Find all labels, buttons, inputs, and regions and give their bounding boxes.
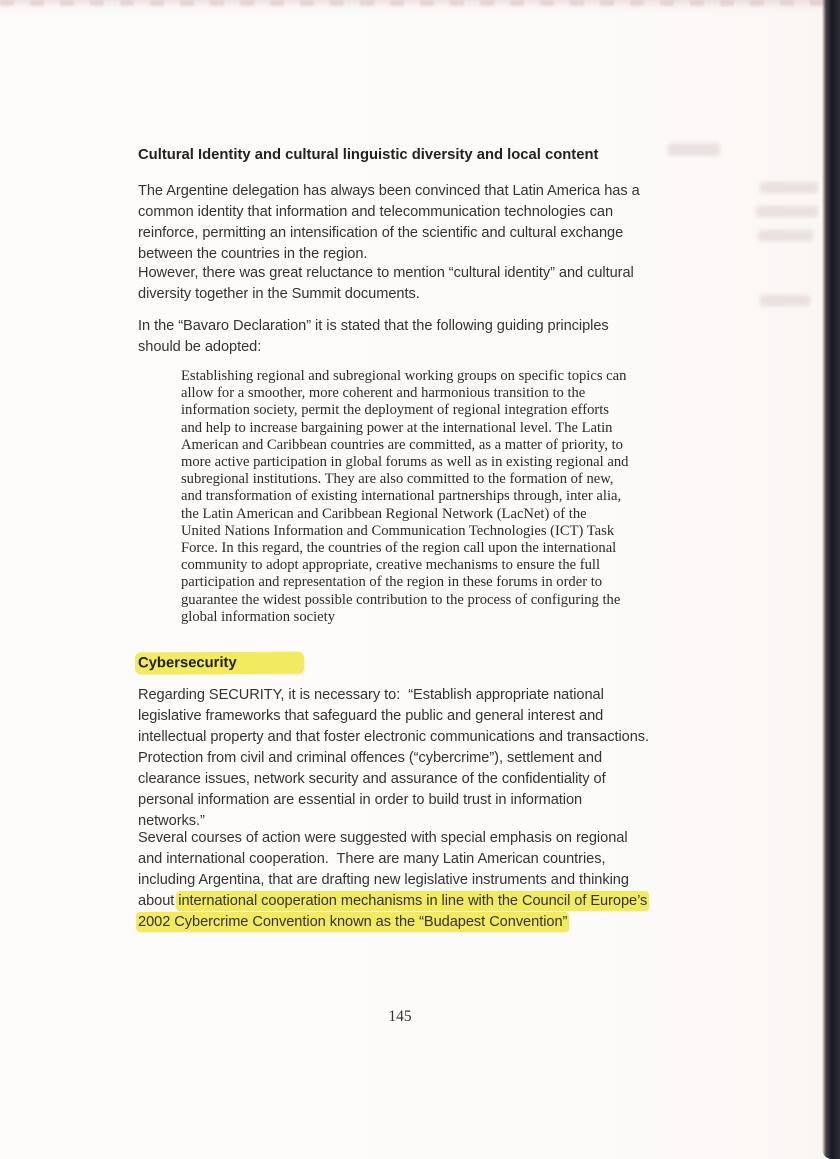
section-heading-cybersecurity	[138, 655, 301, 671]
text-line: American and Caribbean countries are committed, as a matter of priority, to	[181, 436, 623, 453]
page-number: 145	[388, 1008, 412, 1025]
text-line	[138, 891, 647, 912]
highlighted-text: 2002 Cybercrime Convention known as the “Budapest Convention”	[138, 914, 568, 930]
text-line: clearance issues, network security and assurance of the confidentiality of	[138, 771, 606, 787]
text-line: personal information are essential in order to build trust in information	[138, 792, 583, 808]
text-line: between the countries in the region.	[138, 246, 368, 262]
text-line: The Argentine delegation has always been convinced that Latin America has a	[138, 183, 640, 199]
bleedthrough-artifact	[668, 143, 720, 156]
highlighted-heading-text: Cybersecurity	[138, 655, 301, 672]
text-line: and international cooperation. There are many Latin American countries,	[138, 851, 606, 867]
text-line: information society, permit the deployment of regional integration efforts	[181, 402, 609, 419]
text-line: legislative frameworks that safeguard the public and general interest and	[138, 708, 604, 724]
scan-artifact-top-edge	[0, 0, 840, 6]
bleedthrough-artifact	[760, 182, 818, 193]
text-line: networks.”	[138, 813, 205, 829]
scan-artifact-right-edge	[822, 0, 840, 1159]
text-line: including Argentina, that are drafting new legislative instruments and thinking	[138, 872, 629, 888]
text-line: the Latin American and Caribbean Regional Network (LacNet) of the	[181, 505, 587, 522]
paragraph-bavaro-declaration	[138, 316, 609, 358]
text-line: United Nations Information and Communication Technologies (ICT) Task	[181, 522, 615, 539]
bleedthrough-artifact	[756, 206, 818, 217]
text-line: Protection from civil and criminal offences (“cybercrime”), settlement and	[138, 750, 603, 766]
text-line: allow for a smoother, more coherent and harmonious transition to the	[181, 385, 586, 402]
text-line: participation and representation of the region in these forums in order to	[181, 574, 603, 591]
plain-text: about	[138, 893, 179, 909]
paragraph-regarding-security	[138, 685, 649, 832]
bleedthrough-artifact	[758, 230, 813, 241]
section-heading-cultural-identity: Cultural Identity and cultural linguistic diversity and local content	[138, 147, 599, 163]
text-line: diversity together in the Summit documents.	[138, 286, 420, 302]
bleedthrough-artifact	[760, 295, 810, 306]
blockquote-bavaro-principles	[181, 368, 628, 626]
text-line: common identity that information and telecommunication technologies can	[138, 204, 614, 220]
paragraph-reluctance	[138, 263, 634, 305]
text-line: Force. In this regard, the countries of the region call upon the international	[181, 540, 617, 557]
text-line: more active participation in global forums as well as in existing regional and	[181, 454, 629, 471]
paragraph-courses-of-action	[138, 828, 647, 933]
text-line: global information society	[181, 608, 336, 625]
text-line: and help to increase bargaining power at the international level. The Latin	[181, 419, 613, 436]
text-line: Establishing regional and subregional working groups on specific topics can	[181, 368, 627, 384]
text-line: However, there was great reluctance to mention “cultural identity” and cultural	[138, 265, 634, 281]
text-line: reinforce, permitting an intensification of the scientific and cultural exchange	[138, 225, 624, 241]
text-line: guarantee the widest possible contribution to the process of configuring the	[181, 591, 621, 608]
text-line: community to adopt appropriate, creative mechanisms to ensure the full	[181, 557, 601, 574]
highlighted-text: international cooperation mechanisms in line with the Council of Europe’s	[178, 893, 648, 909]
text-line: intellectual property and that foster electronic communications and transactions.	[138, 729, 650, 745]
text-line: should be adopted:	[138, 339, 262, 355]
text-line: In the “Bavaro Declaration” it is stated that the following guiding principles	[138, 318, 609, 334]
paragraph-argentine-delegation	[138, 181, 640, 265]
text-line: Several courses of action were suggested with special emphasis on regional	[138, 830, 628, 846]
text-line	[138, 912, 647, 933]
text-line: subregional institutions. They are also committed to the formation of new,	[181, 471, 614, 488]
text-line: Regarding SECURITY, it is necessary to: “Establish appropriate national	[138, 687, 604, 703]
text-line: and transformation of existing international partnerships through, inter alia,	[181, 488, 622, 505]
